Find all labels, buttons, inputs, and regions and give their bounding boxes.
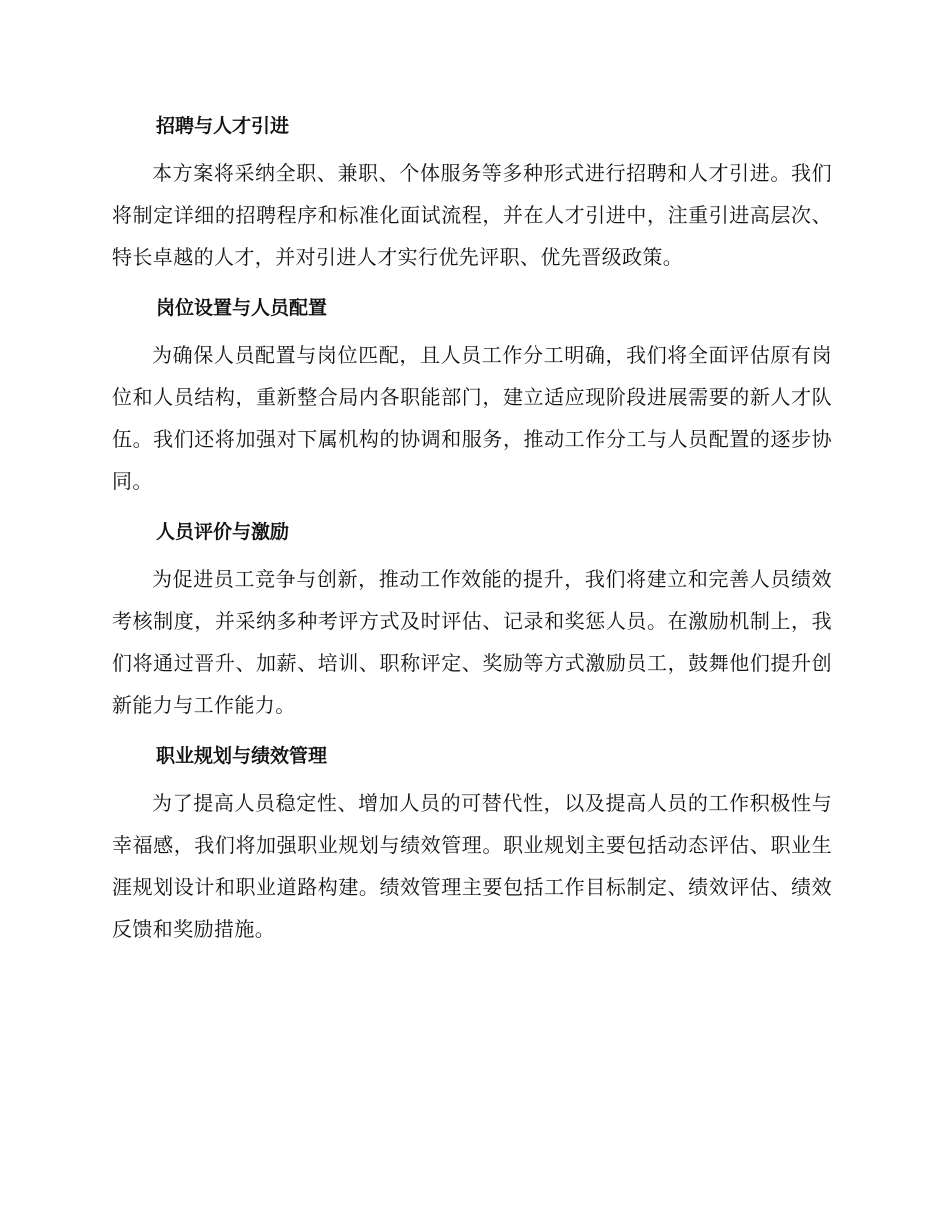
section-heading: 招聘与人才引进 xyxy=(156,115,290,137)
section-paragraph: 为了提高人员稳定性、增加人员的可替代性，以及提高人员的工作积极性与幸福感，我们将加强职业规划与绩效管理。职业规划主要包括动态评估、职业生涯规划设计和职业道路构建。绩效管理主要包括工作目标制定、绩效评估、绩效反馈和奖励措施。 xyxy=(112,791,832,941)
section-evaluation xyxy=(112,516,832,726)
section-heading: 人员评价与激励 xyxy=(156,521,290,543)
section-paragraph: 为促进员工竞争与创新，推动工作效能的提升，我们将建立和完善人员绩效考核制度，并采纳多种考评方式及时评估、记录和奖惩人员。在激励机制上，我们将通过晋升、加薪、培训、职称评定、奖励等方式激励员工，鼓舞他们提升创新能力与工作能力。 xyxy=(112,567,832,717)
section-career-planning xyxy=(112,740,832,950)
section-heading: 职业规划与绩效管理 xyxy=(156,745,328,767)
section-heading: 岗位设置与人员配置 xyxy=(156,297,328,319)
section-staffing xyxy=(112,292,832,502)
section-recruitment xyxy=(112,110,832,278)
section-paragraph: 本方案将采纳全职、兼职、个体服务等多种形式进行招聘和人才引进。我们将制定详细的招聘程序和标准化面试流程，并在人才引进中，注重引进高层次、特长卓越的人才，并对引进人才实行优先评职、优先晋级政策。 xyxy=(112,161,832,269)
document-page xyxy=(112,110,832,964)
section-paragraph: 为确保人员配置与岗位匹配，且人员工作分工明确，我们将全面评估原有岗位和人员结构，重新整合局内各职能部门，建立适应现阶段进展需要的新人才队伍。我们还将加强对下属机构的协调和服务，推动工作分工与人员配置的逐步协同。 xyxy=(112,343,832,493)
